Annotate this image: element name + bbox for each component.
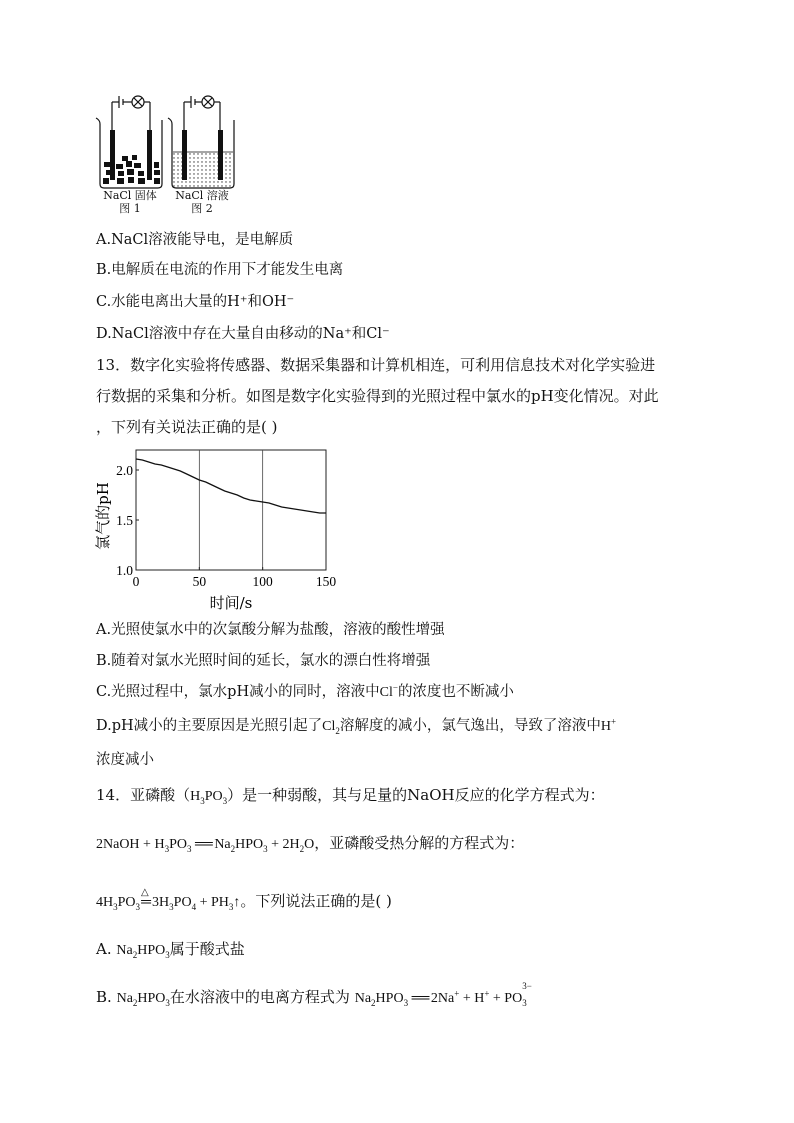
q13-option-a: A.光照使氯水中的次氯酸分解为盐酸，溶液的酸性增强 xyxy=(96,622,445,638)
hydrogen-ion: H+ xyxy=(600,716,617,734)
fig1-circuit xyxy=(112,96,150,132)
q14-stem-line1: 14．亚磷酸$(H_3PO_3)$是一种弱酸，其与足量的NaOH反应的化学方程式为： xyxy=(96,786,605,806)
q13-option-b: B.随着对氯水光照时间的延长，氯水的漂白性将增强 xyxy=(96,653,431,669)
x-tick-label: 50 xyxy=(192,574,207,589)
x-tick-label: 150 xyxy=(315,574,337,589)
q14-option-b: B. $Na_2HPO_3$在水溶液中的电离方程式为 $Na_2HPO_3$ ══ 2Na+ + H+ + PO $_{3- 3}$ xyxy=(96,980,532,1008)
x-tick-label: 0 xyxy=(132,574,140,589)
q13-stem-line2: 行数据的采集和分析。如图是数字化实验得到的光照过程中氯水的pH变化情况。对此 xyxy=(96,387,659,405)
fig2-electrode-left xyxy=(182,130,187,180)
ionization-equation: $Na_2HPO_3$ ══ 2Na+ + H+ + PO $_{3- 3}$ xyxy=(354,980,532,1008)
q14-stem-line3: $4H_3PO_3$ △ $═3H_3PO_4$ + $PH_3↑$。下列说法正确的是( ) xyxy=(96,887,392,912)
conductivity-figures xyxy=(92,92,242,192)
y-tick-label: 2.0 xyxy=(116,463,133,478)
q14-stem-line2: 2NaOH + $H_3PO_3$ ══ $Na_2HPO_3 + 2H_2O$，亚磷酸受热分解的方程式为： xyxy=(96,834,525,854)
ph-chart xyxy=(86,446,346,616)
neutralization-equation: 2NaOH + $H_3PO_3$ ══ $Na_2HPO_3 + 2H_2O$ xyxy=(96,837,315,854)
chlorine-molecule: $Cl_2$ xyxy=(322,719,340,736)
q13-option-d-line2: 浓度减小 xyxy=(96,752,154,768)
decomposition-equation: $4H_3PO_3$ △ $═3H_3PO_4$ + $PH_3↑$ xyxy=(96,887,241,912)
fig1-electrode-right xyxy=(147,130,152,180)
q14-option-a: A. $Na_2HPO_3$属于酸式盐 xyxy=(96,940,245,960)
q12-option-a: A.NaCl溶液能导电，是电解质 xyxy=(96,232,294,248)
q12-option-c: C.水能电离出大量的H⁺和OH⁻ xyxy=(96,294,295,310)
q12-option-d: D.NaCl溶液中存在大量自由移动的Na⁺和Cl⁻ xyxy=(96,326,390,342)
fig2-caption: NaCl 溶液 图 2 xyxy=(175,189,229,215)
q13-stem-line3: ，下列有关说法正确的是( ) xyxy=(96,418,278,436)
fig2-electrode-right xyxy=(218,130,223,180)
x-axis-label: 时间/s xyxy=(209,594,253,612)
fig1-caption: NaCl 固体 图 1 xyxy=(103,189,157,215)
fig2-circuit xyxy=(184,96,220,132)
q13-stem-line1: 13．数字化实验将传感器、数据采集器和计算机相连，可利用信息技术对化学实验进 xyxy=(96,356,656,374)
q12-option-b: B.电解质在电流的作用下才能发生电离 xyxy=(96,262,344,278)
y-axis-label: 氯气的pH xyxy=(94,482,112,550)
y-tick-label: 1.5 xyxy=(116,513,133,528)
y-tick-label: 1.0 xyxy=(116,563,133,578)
chloride-ion: Cl− xyxy=(379,682,398,700)
q13-option-c: C.光照过程中，氯水pH减小的同时，溶液中Cl−的浓度也不断减小 xyxy=(96,682,514,700)
q13-option-d: D.pH减小的主要原因是光照引起了$Cl_2$溶解度的减小，氯气逸出，导致了溶液中H+ xyxy=(96,716,617,736)
x-tick-label: 100 xyxy=(252,574,273,589)
ph-series-line xyxy=(136,459,326,513)
